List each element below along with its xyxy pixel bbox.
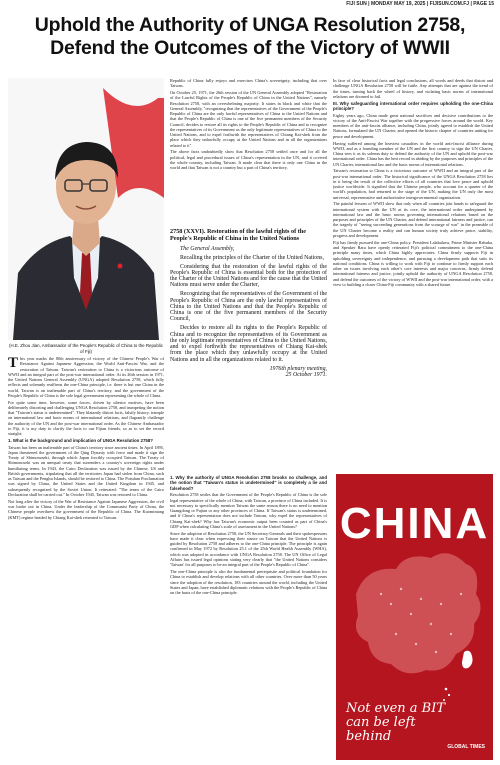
poster-slogan: Not even a BIT can be left behind — [346, 701, 446, 744]
article-paragraph: The one-China principle is also the fundamental prerequisite and political foundation for China to establish and develop relations with all other countries. Over more than 50 years since the adoption of the resolution, 183 countries around the world, including the United States and Japan, have established diplomatic relations with the People's Republic of China on the basis of the one-China principle. — [170, 569, 327, 596]
article-intro — [8, 356, 164, 398]
article-paragraph: For quite some time, however, some forces, driven by ulterior motives, have been deliberately distorting and challenging UNGA Resolution 2758, and trumpeting the notion that "Taiwan's status is undetermined". They blatantly distort facts, falsify history, trample on international law and basic norms of international relations, and flagrantly challenge the authority of the UN and the post-war international order. As the Chinese Ambassador to Fiji, it is my duty to clarify the facts to our Fijian friends, so as to set the record straight: — [8, 399, 164, 437]
article-paragraph: Eighty years ago, China made great national sacrifices and decisive contributions to the victory of the Anti-Fascist War together with the progressive forces around the world. Key members of the anti-fascist alliance, including China, jointly agreed to establish the United Nations, formulated the UN Charter, and opened the historic chapter of countries uniting for peace and development. — [333, 112, 493, 139]
resolution-meeting: 1976th plenary meeting, — [269, 365, 327, 372]
article-column-1 — [8, 356, 164, 758]
global-times-logo: GLOBAL TIMES — [447, 744, 485, 750]
ambassador-photo — [8, 78, 164, 340]
resolution-paragraph: Recalling the principles of the Charter of the United Nations, — [180, 254, 324, 261]
resolution-date: 25 October 1971. — [285, 372, 327, 379]
article-column-2-top — [170, 78, 327, 225]
article-paragraph: The painful lessons of WWII show that only when all countries join hands to safeguard the international system with the UN at its core, the international order underpinned by international law and the basic norms governing international relations based on the purposes and principles of the UN Charter, and defend international fairness and justice, can the tragedy of "seeing succeeding generations from the scourge of war" in the preamble of the UN Charter become a reality and can human society truly achieve peace, stability, progress and development. — [333, 201, 493, 238]
resolution-paragraph: The General Assembly, — [180, 246, 235, 252]
resolution-body — [170, 246, 327, 363]
resolution-excerpt — [170, 228, 327, 470]
article-column-3 — [333, 78, 493, 470]
drop-cap: T — [8, 356, 19, 371]
section-heading: 1. What is the background and implication of UNGA Resolution 2758? — [8, 437, 153, 443]
resolution-paragraph: Decides to restore all its rights to the People's Republic of China and to recognize the representatives of its Government as the only legitimate representatives of China to the United Nations, and to expel forthwith the representatives of Chiang Kai-shek from the place which they unlawfully occupy at the United Nations and in all the organizations related to it. — [170, 325, 327, 363]
article-paragraph: Since the adoption of Resolution 2758, the UN Secretary-Generals and their spokespersons have made it clear when expressing their stance on Taiwan that the United Nations is guided by Resolution 2758 and adheres to the one-China principle. The principle is again confirmed in May 1972 by Resolution 25.1 of the 25th World Health Assembly (WHA), which was adopted in accordance with UNGA Resolution 2758. The UN Office of Legal Affairs has issued legal opinions stating very clearly that "the United Nations considers 'Taiwan' for all purposes to be an integral part of the People's Republic of China". — [170, 530, 327, 568]
poster-headline: CHINA — [339, 499, 490, 548]
section-heading: 1. Why the authority of UNGA Resolution 2758 brooks no challenge, and the notion that "Taiwan's status is undetermined" is completely a lie and falsehood? — [170, 475, 327, 491]
resolution-paragraph: Recognizing that the representatives of the Government of the People's Republic of China are the only lawful representatives of China to the United Nations and that the People's Republic of China is one of the five permanent members of the Security Council, — [170, 291, 327, 323]
article-paragraph: Not long after the victory of the War of Resistance Against Japanese Aggression, the civil war broke out in China. Under the leadership of the Communist Party of China, the Chinese people overthrew the government of the Republic of China. The Kuomintang (KMT) regime headed by Chiang Kai-shek retreated to Taiwan. — [8, 498, 164, 520]
headline: Uphold the Authority of UNGA Resolution 2758, Defend the Outcomes of the Victory of WWII — [34, 14, 466, 59]
article-paragraph: Fiji has firmly pursued the one-China policy. President Lalabalavu, Prime Minister Rabuka, and Speaker Ratu have openly reiterated Fiji's political commitment to the one-China principle many times, which China highly appreciates. China firmly supports Fiji in upholding sovereignty and independence, and pursuing a development path that suits its national conditions. China is willing to work with Fiji to continue to firmly support each other on issues involving each other's core interests and major concerns, firmly defend international fairness and justice, jointly uphold the authority of UNGA Resolution 2758, and defend the outcomes of the victory of WWII and the post-war international order, with a view to building a closer China-Fiji community with a shared future. — [333, 239, 493, 287]
page-header-line: FIJI SUN | MONDAY MAY 19, 2025 | FIJISUN.COM.FJ | PAGE 15 — [346, 1, 494, 7]
china-map-poster — [336, 474, 493, 760]
article-paragraph: Resolution 2758 settles that the Government of the People's Republic of China is the sole legal representative of the whole of China, with Taiwan, a province of China included. It is not necessary to specifically mention Taiwan the same reason there is no need to mention Guangdong or Fujian or any other provinces of China. If Taiwan's status is undetermined, and if China's representation does not include Taiwan, why expel the representatives of Chiang Kai-shek? Why has Taiwan's economic output been counted as part of China's GDP when calculating China's scale of assessment in the United Nations? — [170, 492, 327, 529]
article-intro-text: his year marks the 80th anniversary of victory of the Chinese People's War of Resistance Against Japanese Aggression, the World Anti-Fascist War, and the restoration of Taiwan. Taiwan's restoration to China is a victorious outcome of WWII and an integral part of the post-war international order. At its 26th session in 1971, the United Nations General Assembly (UNGA) adopted Resolution 2758, which fully reflects and solemnly reaffirms the one-China principle, i.e. there is but one China in the world, Taiwan is an inalienable part of China's territory, and the government of the People's Republic of China is the sole legal government representing the whole of China. — [8, 356, 164, 398]
article-column-2-bottom — [170, 474, 327, 760]
section-heading: III. Why safeguarding international order requires upholding the one-China principle? — [333, 100, 493, 111]
article-paragraph: Taiwan has been an inalienable part of China's territory since ancient times. In April 1895, Japan threatened the government of the Qing Dynasty with force and made it sign the Treaty of Shimonoseki, through which Japan forcibly occupied Taiwan. The Treaty of Shimonoseki was an unequal treaty that surrenders a country's sovereign rights under humiliating terms. In 1943, the Cairo Declaration was issued by the Chinese, US and British governments, stipulating that all the territories Japan had stolen from China, such as Taiwan and the Penghu Islands, should be restored to China. The Potsdam Proclamation was signed by China, the United States and the United Kingdom in 1945, and subsequently recognized by the Soviet Union. It reiterated: "The terms of the Cairo Declaration shall be carried out." In October 1945, Taiwan was restored to China. — [8, 444, 164, 497]
article-paragraph: On October 25, 1971, the 26th session of the UN General Assembly adopted "Restoration of the Lawful Rights of the People's Republic of China in the United Nations", namely Resolution 2758, with an overwhelming majority. It states in black and white that the General Assembly, "recognizing that the representatives of the Government of the People's Republic of China are the only lawful representatives of China to the United Nations and that the People's Republic of China is one of the five permanent members of the Security Council, decides to restore all its rights to the People's Republic of China and to recognize the representatives of its Government as the only legitimate representatives of China to the United Nations, and to expel forthwith the representatives of Chiang Kai-shek from the place which they unlawfully occupy at the United Nations and in all the organizations related to it". — [170, 90, 327, 148]
photo-caption: (H.E. Zhou Jian, Ambassador of the People's Republic of China to the Republic of Fiji) — [9, 343, 163, 354]
article-paragraph: The above facts undoubtedly show that Resolution 2758 settled once and for all the political, legal and procedural issues of China's representation in the UN, and it covered the whole country, including Taiwan. It made clear that there is only one China in the world and that Taiwan is not a country but a part of China's territory. — [170, 149, 327, 171]
article-paragraph: In face of clear historical facts and legal conclusions, all words and deeds that distort and challenge UNGA Resolution 2758 will be futile. Any attempts that are against the trend of the times, turning back the wheel of history, and violating basic norms of international relations are doomed to fail. — [333, 78, 493, 99]
article-paragraph: Having suffered among the heaviest casualties in the world anti-fascist alliance during WWII, and as a founding member of the UN and the first country to sign the UN Charter, China sees it as its solemn duty to defend the authority of the UN and uphold the post-war international order. China has the best record in abiding by the purposes and principles of the UN Charter, international law and the basic norms of international relations. — [333, 140, 493, 167]
article-paragraph: Republic of China fully enjoys and exercises China's sovereignty, including that over Taiwan. — [170, 78, 327, 89]
resolution-paragraph: Considering that the restoration of the lawful rights of the People's Republic of China is essential both for the protection of the Charter of the United Nations and for the cause that the United Nations must serve under the Charter, — [170, 263, 327, 289]
portrait-illustration — [8, 78, 164, 340]
resolution-title: 2758 (XXVI). Restoration of the lawful rights of the People's Republic of China in the United Nations — [170, 228, 306, 242]
article-paragraph: Taiwan's restoration to China is a victorious outcome of WWII and an integral part of the post-war international order. The historical significance of the UNGA Resolution 2758 lies in it being the result of the collective efforts of all countries that love peace and uphold justice worldwide. It signified that the Chinese people, who account for a quarter of the world's population, had returned to the stage of the UN, making the UN truly the most universal, representative and authoritative intergovernmental organization. — [333, 168, 493, 200]
